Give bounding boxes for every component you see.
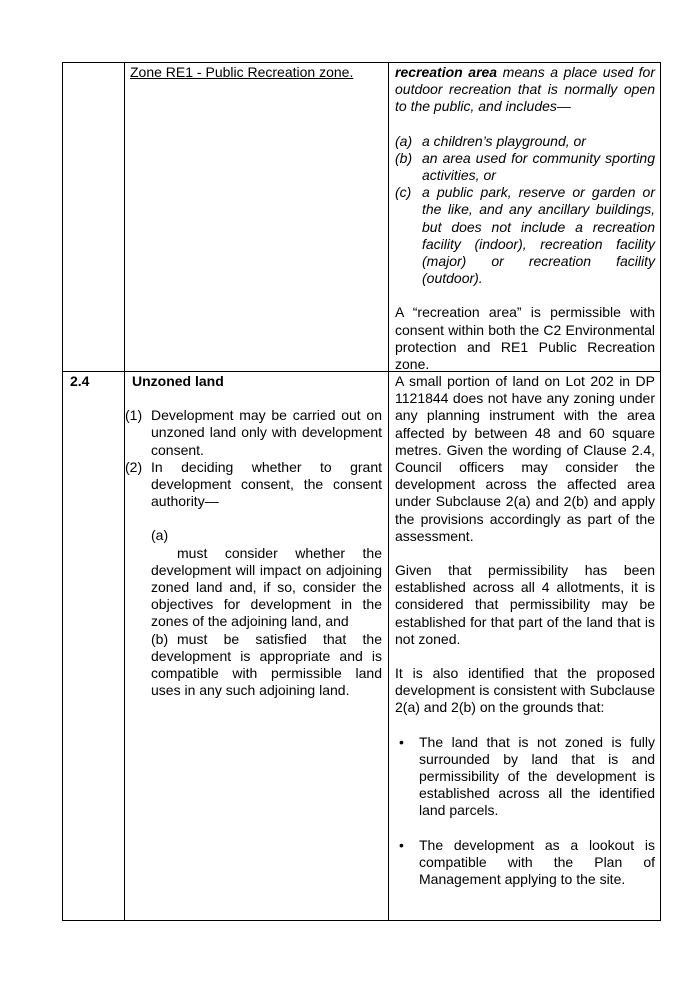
column-divider — [388, 63, 389, 920]
definition-item — [395, 150, 655, 184]
item-marker: (c) — [395, 184, 412, 201]
zone-heading: Zone RE1 - Public Recreation zone. — [130, 64, 354, 80]
bullet-dot: • — [399, 836, 404, 853]
definition-paragraph — [395, 64, 655, 116]
definition-cell — [395, 64, 655, 373]
provision-marker: (1) — [125, 407, 143, 424]
provision-text: In deciding whether to grant development consent, the consent authority— — [151, 458, 382, 510]
zone-heading-cell — [130, 64, 382, 81]
assessment-bullet — [395, 734, 655, 820]
definition-item — [395, 184, 655, 287]
assessment-table — [62, 62, 661, 921]
clause-number-cell — [70, 373, 120, 390]
item-text: a public park, reserve or garden or the like, and any ancillary buildings, but does not include a recreation facility (indoor), recreation facility (major) or recreation facility (outdoor). — [422, 184, 655, 287]
clause-provision — [125, 459, 382, 511]
bullet-dot: • — [399, 733, 404, 750]
item-marker: (a) — [395, 132, 413, 149]
subprovision-text: must consider whether the development will impact on adjoining zoned land and, if so, consider the objectives for development in the zones of the adjoining land, and — [151, 544, 382, 630]
item-marker: (b) — [395, 149, 413, 166]
assessment-bullet — [395, 837, 655, 889]
clause-text-cell — [125, 373, 382, 699]
provision-text: Development may be carried out on unzoned land only with development consent. — [151, 407, 382, 458]
clause-number: 2.4 — [70, 373, 90, 389]
definition-item — [395, 133, 655, 150]
assessment-cell — [395, 373, 655, 888]
assessment-paragraph: Given that permissibility has been established across all 4 allotments, it is considered that permissibility may be established for that part of the land that is not zoned. — [395, 562, 655, 647]
subprovision-text: must be satisfied that the development is appropriate and is compatible with permissible land uses in any such adjoining land. — [151, 630, 382, 699]
clause-heading: Unzoned land — [132, 373, 224, 389]
assessment-paragraph: A small portion of land on Lot 202 in DP 1121844 does not have any zoning under any planning instrument with the area affected by between 48 and 60 square metres. Given the wording of Clause 2.4, Council officers may consider the development across the affected area under Subclause 2(a) and 2(b) and apply the provisions accordingly as part of the assessment. — [395, 373, 655, 544]
subprovision-marker: (b) — [151, 630, 169, 647]
clause-provision — [125, 407, 382, 459]
item-text: a children’s playground, or — [422, 132, 586, 149]
provision-marker: (2) — [125, 458, 143, 475]
definition-term: recreation area — [395, 64, 498, 80]
assessment-paragraph: It is also identified that the proposed development is consistent with Subclause 2(a) and 2(b) on the grounds that: — [395, 665, 655, 716]
bullet-text: The land that is not zoned is fully surrounded by land that is and permissibility of the development is established across all the identified land parcels. — [419, 733, 655, 819]
bullet-text: The development as a lookout is compatible with the Plan of Management applying to the site. — [419, 836, 655, 888]
clause-subprovision — [125, 631, 382, 700]
clause-number-cell — [63, 63, 124, 65]
definition-text: means a place used for outdoor recreation that is normally open to the public, and includes— — [395, 64, 655, 115]
permissibility-note: A “recreation area” is permissible with consent within both the C2 Environmental protection and RE1 Public Recreation zone. — [395, 304, 655, 373]
subprovision-marker: (a) — [151, 527, 169, 544]
item-text: an area used for community sporting activities, or — [422, 149, 655, 184]
clause-subprovision — [125, 527, 382, 630]
